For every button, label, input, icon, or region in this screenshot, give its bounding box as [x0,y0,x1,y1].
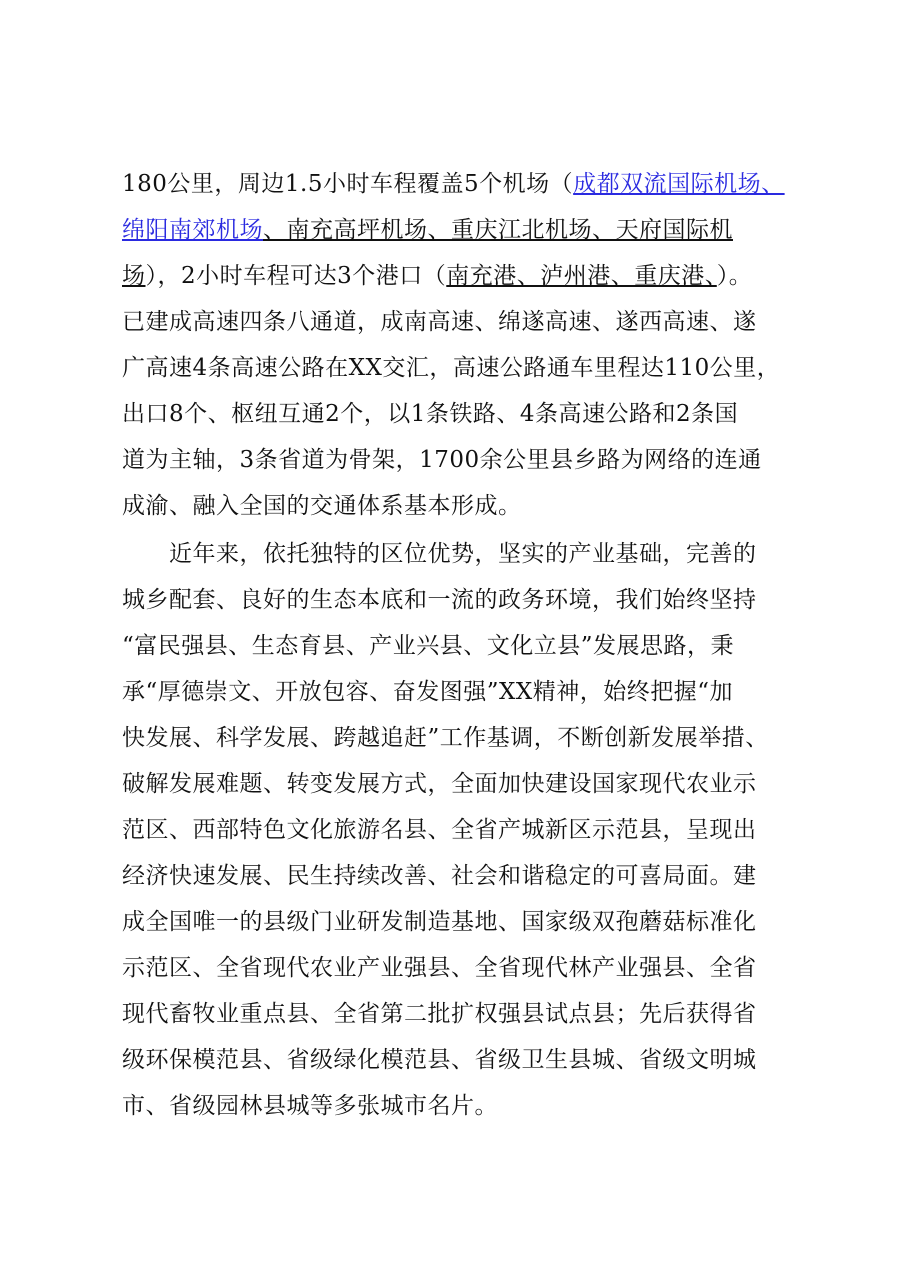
text-line: 广高速4条高速公路在XX交汇，高速公路通车里程达110公里， [122,355,781,381]
text-segment: 、南充高坪机场、重庆江北机场、天府国际机 [263,217,733,243]
link-chengdu-shuangliu-airport[interactable]: 成都双流国际机场、 [573,171,785,197]
text-line [122,210,822,250]
text-line: 近年来，依托独特的区位优势，坚实的产业基础，完善的 [122,541,757,567]
text-line: 道为主轴，3条省道为骨架，1700余公里县乡路为网络的连通 [122,447,762,473]
text-line: 破解发展难题、转变发展方式，全面加快建设国家现代农业示 [122,771,757,797]
text-line: 成全国唯一的县级门业研发制造基地、国家级双孢蘑菇标准化 [122,909,757,935]
text-line [122,256,822,296]
text-line: 快发展、科学发展、跨越追赶”工作基调，不断创新发展举措、 [122,725,769,751]
text-segment: ），2小时车程可达3个港口（ [145,263,447,289]
text-line: 城乡配套、良好的生态本底和一流的政务环境，我们始终坚持 [122,587,757,613]
text-line: 级环保模范县、省级绿化模范县、省级卫生县城、省级文明城 [122,1047,757,1073]
text-segment: 场 [122,263,146,289]
text-line: 市、省级园林县城等多张城市名片。 [122,1093,498,1119]
text-line [122,164,822,204]
text-segment: ）。 [716,263,753,289]
text-line: 经济快速发展、民生持续改善、社会和谐稳定的可喜局面。建 [122,863,757,889]
text-line: 已建成高速四条八通道，成南高速、绵遂高速、遂西高速、遂 [122,309,757,335]
text-line: 承“厚德崇文、开放包容、奋发图强”XX精神，始终把握“加 [122,679,734,705]
text-line: 成渝、融入全国的交通体系基本形成。 [122,493,522,519]
text-segment: 南充港、泸州港、重庆港、 [446,263,717,289]
text-line: “富民强县、生态育县、产业兴县、文化立县”发展思路，秉 [122,633,735,659]
link-mianyang-nanjiao-airport[interactable]: 绵阳南郊机场 [122,217,263,243]
text-line: 现代畜牧业重点县、全省第二批扩权强县试点县；先后获得省 [122,1001,757,1027]
text-line: 范区、西部特色文化旅游名县、全省产城新区示范县，呈现出 [122,817,757,843]
text-segment: 180公里，周边1.5小时车程覆盖5个机场（ [122,171,574,197]
text-line: 出口8个、枢纽互通2个，以1条铁路、4条高速公路和2条国 [122,401,739,427]
text-line: 示范区、全省现代农业产业强县、全省现代林产业强县、全省 [122,955,757,981]
